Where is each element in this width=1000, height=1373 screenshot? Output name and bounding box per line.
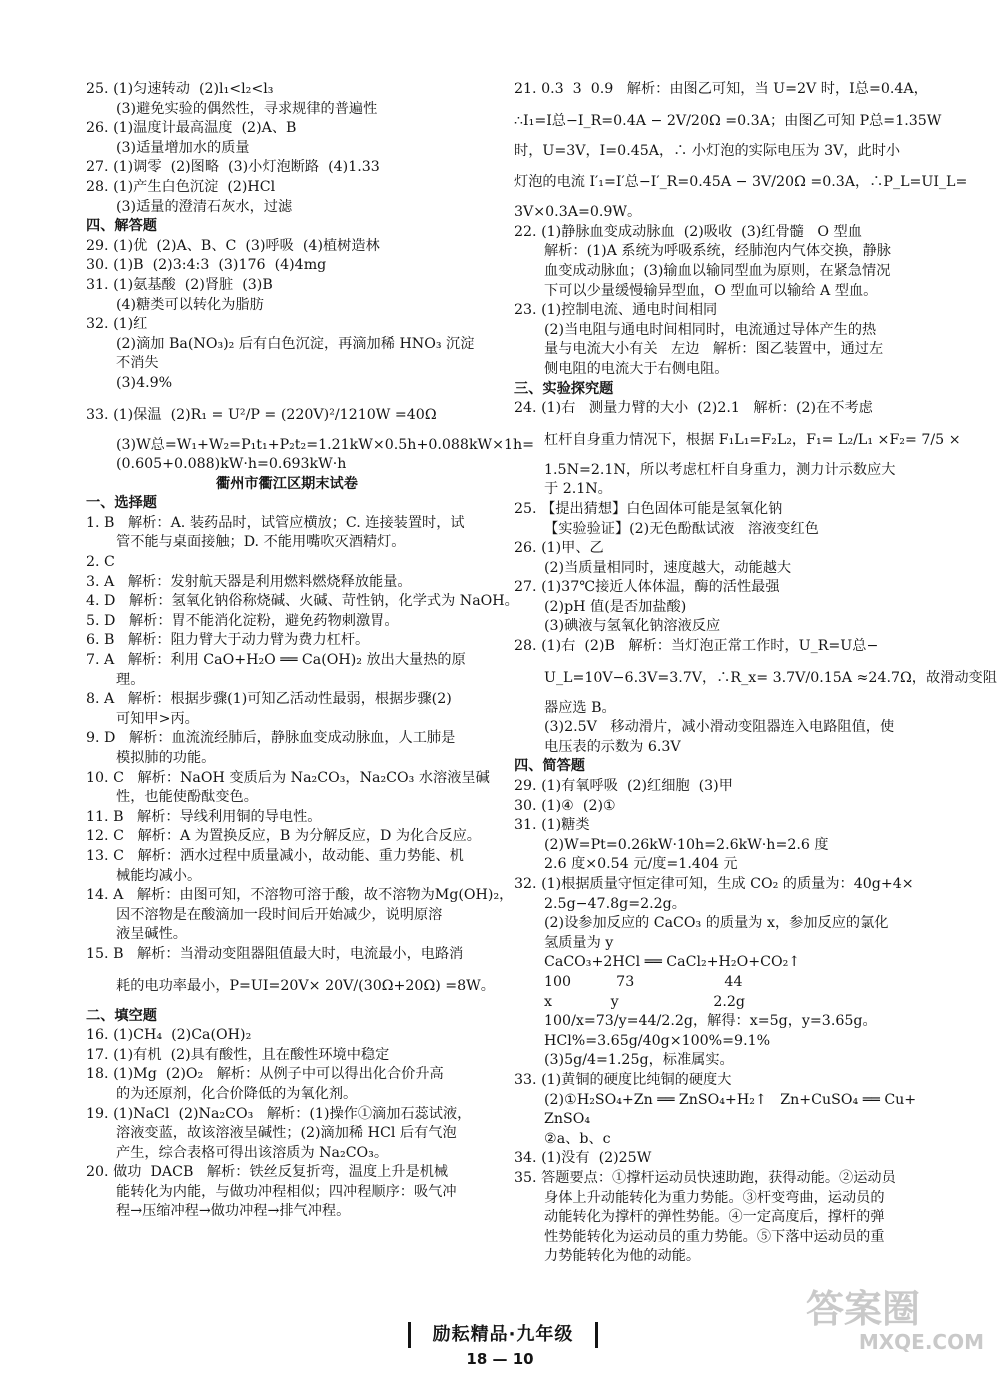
left-line: 1. B 解析：A. 装药品时，试管应横放；C. 连接装置时，试 — [86, 514, 465, 531]
page-number: 18 — 10 — [466, 1350, 534, 1368]
left-line: 20. 做功 DACB 解析：铁丝反复折弯，温度上升是机械 — [86, 1164, 449, 1181]
left-line: (3)W总=W₁+W₂=P₁t₁+P₂t₂=1.21kW×0.5h+0.088kW×1h= — [116, 436, 535, 453]
right-line: ZnSO₄ — [544, 1111, 591, 1128]
right-line: 35. 答题要点：①撑杆运动员快速助跑，获得动能。②运动员 — [514, 1169, 896, 1186]
right-line: HCl%=3.65g/40g×100%=9.1% — [544, 1032, 771, 1049]
left-line: 的为还原剂，化合价降低的为氧化剂。 — [116, 1085, 358, 1102]
right-line: 100 73 44 — [544, 973, 743, 990]
watermark-logo — [806, 1288, 984, 1360]
right-line: 33. (1)黄铜的硬度比纯铜的硬度大 — [514, 1071, 732, 1088]
right-line: 3V×0.3A=0.9W。 — [514, 204, 642, 221]
right-line: 下可以少量缓慢输异型血，O 型血可以输给 A 型血。 — [544, 282, 878, 299]
left-line: 9. D 解析：血流流经肺后，静脉血变成动脉血，人工肺是 — [86, 730, 456, 747]
right-line: 氢质量为 y — [544, 934, 614, 951]
left-line: 13. C 解析：洒水过程中质量减小，故动能、重力势能、机 — [86, 847, 464, 864]
right-line: x y 2.2g — [544, 993, 745, 1010]
right-line: 身体上升动能转化为重力势能。③杆变弯曲，运动员的 — [544, 1189, 885, 1206]
footer-brand: 励耘精品·九年级 — [408, 1322, 598, 1348]
right-line: (3)2.5V 移动滑片，减小滑动变阻器连入电路阻值，使 — [544, 719, 895, 736]
left-line: 15. B 解析：当滑动变阻器阻值最大时，电流最小，电路消 — [86, 945, 464, 962]
right-line: 侧电阻的电流大于右侧电阻。 — [544, 360, 729, 377]
left-line: 管不能与桌面接触；D. 不能用嘴吹灭酒精灯。 — [116, 534, 406, 551]
left-line: 不消失 — [116, 355, 159, 372]
right-line: 动能转化为撑杆的弹性势能。④一定高度后，撑杆的弹 — [544, 1209, 885, 1226]
left-line: 2. C — [86, 554, 115, 571]
watermark-url: MXQE.COM — [858, 1330, 984, 1354]
left-line: 衢州市衢江区期末试卷 — [216, 475, 358, 492]
right-line: 1.5N=2.1N，所以考虑杠杆自身重力，测力计示数应大 — [544, 461, 896, 478]
left-line: 4. D 解析：氢氧化钠俗称烧碱、火碱、苛性钠，化学式为 NaOH。 — [86, 593, 519, 610]
right-line: 26. (1)甲、乙 — [514, 540, 604, 557]
right-line: (2)pH 值(是否加盐酸) — [544, 598, 687, 615]
right-line: 34. (1)没有 (2)25W — [514, 1150, 652, 1167]
right-line: 31. (1)糖类 — [514, 817, 590, 834]
left-line: 8. A 解析：根据步骤(1)可知乙活动性最弱，根据步骤(2) — [86, 691, 452, 708]
left-line: 12. C 解析：A 为置换反应，B 为分解反应，D 为化合反应。 — [86, 828, 481, 845]
right-column — [514, 80, 997, 1267]
right-line: 22. (1)静脉血变成动脉血 (2)吸收 (3)红骨髓 O 型血 — [514, 223, 862, 240]
left-line: 26. (1)温度计最高温度 (2)A、B — [86, 120, 297, 137]
right-line: (2)当电阻与通电时间相同时，电流通过导体产生的热 — [544, 321, 877, 338]
right-line: 27. (1)37℃接近人体体温，酶的活性最强 — [514, 579, 780, 596]
left-line: 29. (1)优 (2)A、B、C (3)呼吸 (4)植树造林 — [86, 237, 380, 254]
right-line: 2.5g−47.8g=2.2g。 — [544, 895, 686, 912]
right-line: 30. (1)④ (2)① — [514, 797, 616, 814]
left-line: 18. (1)Mg (2)O₂ 解析：从例子中可以得出化合价升高 — [86, 1066, 444, 1083]
right-line: 电压表的示数为 6.3V — [544, 738, 681, 755]
right-line: (2)当质量相同时，速度越大，动能越大 — [544, 559, 792, 576]
left-line: 性，也能使酚酞变色。 — [116, 789, 258, 806]
right-line: 血变成动脉血；(3)输血以输同型血为原则，在紧急情况 — [544, 262, 891, 279]
left-line: 17. (1)有机 (2)具有酸性，且在酸性环境中稳定 — [86, 1046, 390, 1063]
left-line: 6. B 解析：阻力臂大于动力臂为费力杠杆。 — [86, 632, 370, 649]
right-line: U_L=10V−6.3V=3.7V，∴R_x= 3.7V/0.15A ≈24.7Ω，故滑动变阻 — [544, 669, 997, 686]
left-line: 能转化为内能，与做功冲程相似；四冲程顺序：吸气冲 — [116, 1183, 457, 1200]
left-line: 19. (1)NaCl (2)Na₂CO₃ 解析：(1)操作①滴加石蕊试液， — [86, 1105, 472, 1122]
right-line: 21. 0.3 3 0.9 解析：由图乙可知，当 U=2V 时，I总=0.4A， — [514, 81, 928, 97]
right-line: 杠杆自身重力情况下，根据 F₁L₁=F₂L₂，F₁= L₂/L₁ ×F₂= 7/5 × — [544, 431, 961, 448]
right-line: 32. (1)根据质量守恒定律可知，生成 CO₂ 的质量为：40g+4× — [514, 876, 914, 892]
right-line: (3)5g/4=1.25g，标准属实。 — [544, 1052, 734, 1069]
left-line: 理。 — [116, 671, 145, 688]
left-line: 31. (1)氨基酸 (2)肾脏 (3)B — [86, 276, 273, 293]
left-column — [86, 80, 535, 1222]
left-line: 30. (1)B (2)3:4:3 (3)176 (4)4mg — [86, 257, 327, 274]
left-line: 程→压缩冲程→做功冲程→排气冲程。 — [116, 1203, 351, 1220]
right-line: 量与电流大小有关 左边 解析：图乙装置中，通过左 — [544, 341, 884, 358]
left-line: 模拟肺的功能。 — [116, 750, 216, 766]
left-line: 溶液变蓝，故该溶液呈碱性；(2)滴加稀 HCl 后有气泡 — [116, 1125, 457, 1142]
left-line: 可知甲>丙。 — [116, 710, 199, 727]
right-line: 三、实验探究题 — [514, 380, 614, 397]
right-line: 24. (1)右 测量力臂的大小 (2)2.1 解析：(2)在不考虑 — [514, 400, 873, 417]
right-line: 四、简答题 — [514, 758, 585, 775]
right-line: 【实验验证】(2)无色酚酞试液 溶液变红色 — [544, 520, 819, 537]
left-line: 11. B 解析：导线利用铜的导电性。 — [86, 808, 322, 825]
left-line: 25. (1)匀速转动 (2)l₁<l₂<l₃ — [86, 81, 274, 97]
right-line: 2.6 度×0.54 元/度=1.404 元 — [544, 856, 738, 873]
right-line: 解析：(1)A 系统为呼吸系统，经肺泡内气体交换，静脉 — [544, 243, 891, 260]
left-line: (3)适量增加水的质量 — [116, 139, 250, 156]
left-line: (3)适量的澄清石灰水，过滤 — [116, 198, 293, 215]
left-line: 因不溶物是在酸滴加一段时间后开始减少，说明原溶 — [116, 906, 443, 923]
left-line: 一、选择题 — [86, 495, 157, 512]
left-line: 32. (1)红 — [86, 316, 148, 333]
right-line: 28. (1)右 (2)B 解析：当灯泡正常工作时，U_R=U总− — [514, 638, 879, 655]
right-line: ∴I₁=I总−I_R=0.4A − 2V/20Ω =0.3A；由图乙可知 P总=1.35W — [514, 112, 942, 129]
left-line: 液呈碱性。 — [116, 926, 187, 943]
watermark-text: 答案圈 — [806, 1287, 921, 1331]
left-line: 四、解答题 — [86, 218, 157, 235]
right-line: 100/x=73/y=44/2.2g，解得：x=5g，y=3.65g。 — [544, 1013, 877, 1030]
left-line: 14. A 解析：由图可知，不溶物可溶于酸，故不溶物为Mg(OH)₂， — [86, 887, 514, 904]
left-line: 27. (1)调零 (2)图略 (3)小灯泡断路 (4)1.33 — [86, 159, 380, 176]
right-line: (3)碘液与氢氧化钠溶液反应 — [544, 618, 721, 635]
right-line: (2)W=Pt=0.26kW·10h=2.6kW·h=2.6 度 — [544, 836, 829, 853]
left-line: 3. A 解析：发射航天器是利用燃料燃烧释放能量。 — [86, 573, 412, 590]
left-line: 5. D 解析：胃不能消化淀粉，避免药物刺激胃。 — [86, 612, 399, 629]
left-line: 28. (1)产生白色沉淀 (2)HCl — [86, 178, 276, 195]
left-line: 耗的电功率最小，P=UI=20V× 20V/(30Ω+20Ω) =8W。 — [116, 977, 495, 994]
right-line: 于 2.1N。 — [544, 481, 612, 498]
right-line: 25. 【提出猜想】白色固体可能是氢氧化钠 — [514, 500, 783, 517]
left-line: (4)糖类可以转化为脂肪 — [116, 296, 264, 313]
left-line: (3)避免实验的偶然性，寻求规律的普遍性 — [116, 100, 378, 117]
right-line: 灯泡的电流 I′₁=I′总−I′_R=0.45A − 3V/20Ω =0.3A，∴P_L=UI_L= — [514, 174, 968, 191]
right-line: 力势能转化为他的动能。 — [544, 1248, 701, 1265]
right-line: 性势能转化为运动员的重力势能。⑤下落中运动员的重 — [544, 1228, 885, 1245]
right-line: (2)①H₂SO₄+Zn ══ ZnSO₄+H₂↑ Zn+CuSO₄ ══ Cu+ — [544, 1091, 917, 1108]
left-line: 二、填空题 — [86, 1007, 157, 1024]
left-line: 7. A 解析：利用 CaO+H₂O ══ Ca(OH)₂ 放出大量热的原 — [86, 652, 466, 669]
left-line: (2)滴加 Ba(NO₃)₂ 后有白色沉淀，再滴加稀 HNO₃ 沉淀 — [116, 335, 475, 352]
left-line: 16. (1)CH₄ (2)Ca(OH)₂ — [86, 1027, 252, 1044]
left-line: 械能均减小。 — [116, 867, 202, 884]
right-line: 器应选 B。 — [544, 699, 616, 716]
right-line: 29. (1)有氧呼吸 (2)红细胞 (3)甲 — [514, 778, 733, 795]
left-line: 33. (1)保温 (2)R₁ = U²/P = (220V)²/1210W =40Ω — [86, 406, 437, 423]
left-line: (3)4.9% — [116, 374, 173, 391]
right-line: 23. (1)控制电流、通电时间相同 — [514, 302, 718, 319]
left-line: 10. C 解析：NaOH 变质后为 Na₂CO₃，Na₂CO₃ 水溶液呈碱 — [86, 769, 490, 786]
left-line: (0.605+0.088)kW·h=0.693kW·h — [116, 456, 347, 473]
right-line: ②a、b、c — [544, 1130, 611, 1147]
right-line: 时，U=3V，I=0.45A，∴ 小灯泡的实际电压为 3V，此时小 — [514, 142, 901, 159]
right-line: (2)设参加反应的 CaCO₃ 的质量为 x，参加反应的氯化 — [544, 915, 889, 932]
right-line: CaCO₃+2HCl ══ CaCl₂+H₂O+CO₂↑ — [544, 954, 801, 971]
left-line: 产生，综合表格可得出该溶质为 Na₂CO₃。 — [116, 1144, 389, 1161]
